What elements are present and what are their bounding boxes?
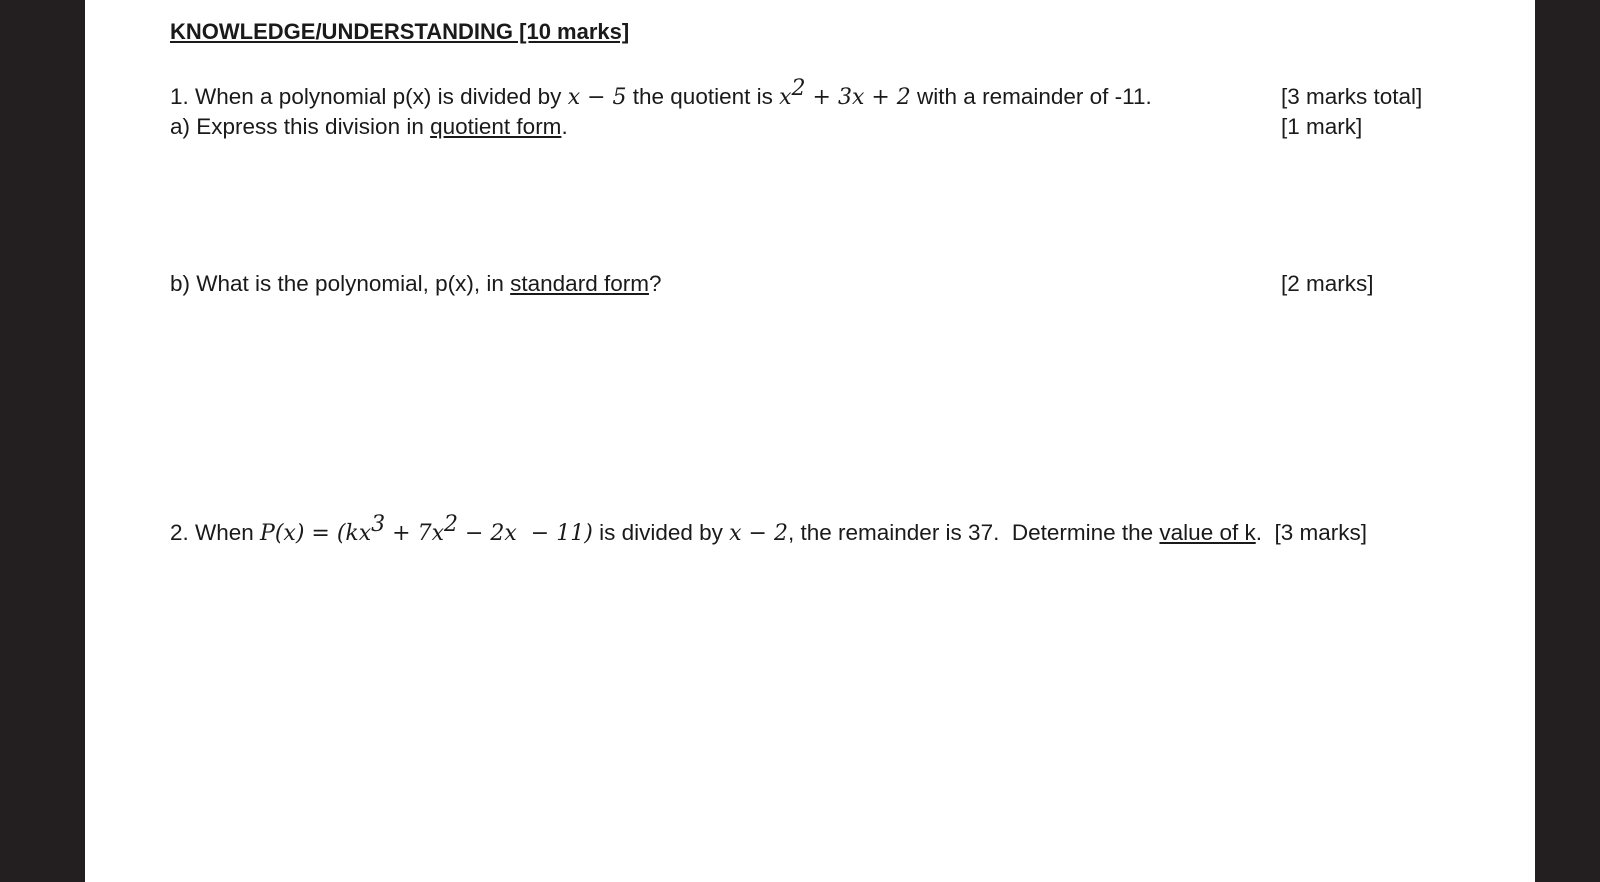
q2-value-of-k: value of k bbox=[1159, 520, 1256, 545]
q2-exp-1: 3 bbox=[371, 512, 386, 537]
q1-prefix: 1. When a polynomial p(x) is divided by bbox=[170, 84, 568, 109]
q1a-prefix: a) Express this division in bbox=[170, 114, 431, 139]
question-2-text bbox=[170, 512, 1368, 549]
question-1a-text bbox=[170, 112, 568, 142]
q1-quotient-base: x bbox=[779, 85, 792, 110]
section-heading: KNOWLEDGE/UNDERSTANDING [10 marks] bbox=[170, 19, 630, 44]
q1a-suffix: . bbox=[561, 114, 568, 139]
q2-expr-end: − 2x − 11) bbox=[458, 521, 593, 546]
q2-exp-2: 2 bbox=[444, 512, 458, 537]
q2-mid: is divided by bbox=[592, 520, 730, 545]
q1-divisor: x − 5 bbox=[567, 85, 627, 110]
question-1a-marks: [1 mark] bbox=[1281, 114, 1363, 139]
q1-mid: the quotient is bbox=[626, 84, 780, 109]
question-1b-marks: [2 marks] bbox=[1281, 271, 1374, 296]
q1-quotient-rest: + 3x + 2 bbox=[805, 85, 911, 110]
q2-prefix: 2. When bbox=[170, 520, 261, 545]
q2-text: , the remainder is 37. Determine the bbox=[787, 520, 1160, 545]
q2-expr-start: P(x) = (kx bbox=[260, 521, 372, 546]
worksheet-page bbox=[85, 0, 1535, 882]
q1a-quotient-form: quotient form bbox=[430, 114, 562, 139]
q2-expr-mid: + 7x bbox=[385, 521, 444, 546]
q1-suffix: with a remainder of -11. bbox=[910, 84, 1152, 109]
q2-divisor: x − 2 bbox=[729, 521, 788, 546]
q1-quotient-exp: 2 bbox=[791, 76, 806, 101]
q1b-suffix: ? bbox=[648, 271, 662, 296]
q1b-prefix: b) What is the polynomial, p(x), in bbox=[170, 271, 511, 296]
question-1b-text bbox=[170, 269, 661, 299]
question-1-marks: [3 marks total] bbox=[1281, 84, 1423, 109]
question-1-text bbox=[170, 76, 1152, 113]
q2-suffix-marks: . [3 marks] bbox=[1255, 520, 1368, 545]
q1b-standard-form: standard form bbox=[510, 271, 649, 296]
